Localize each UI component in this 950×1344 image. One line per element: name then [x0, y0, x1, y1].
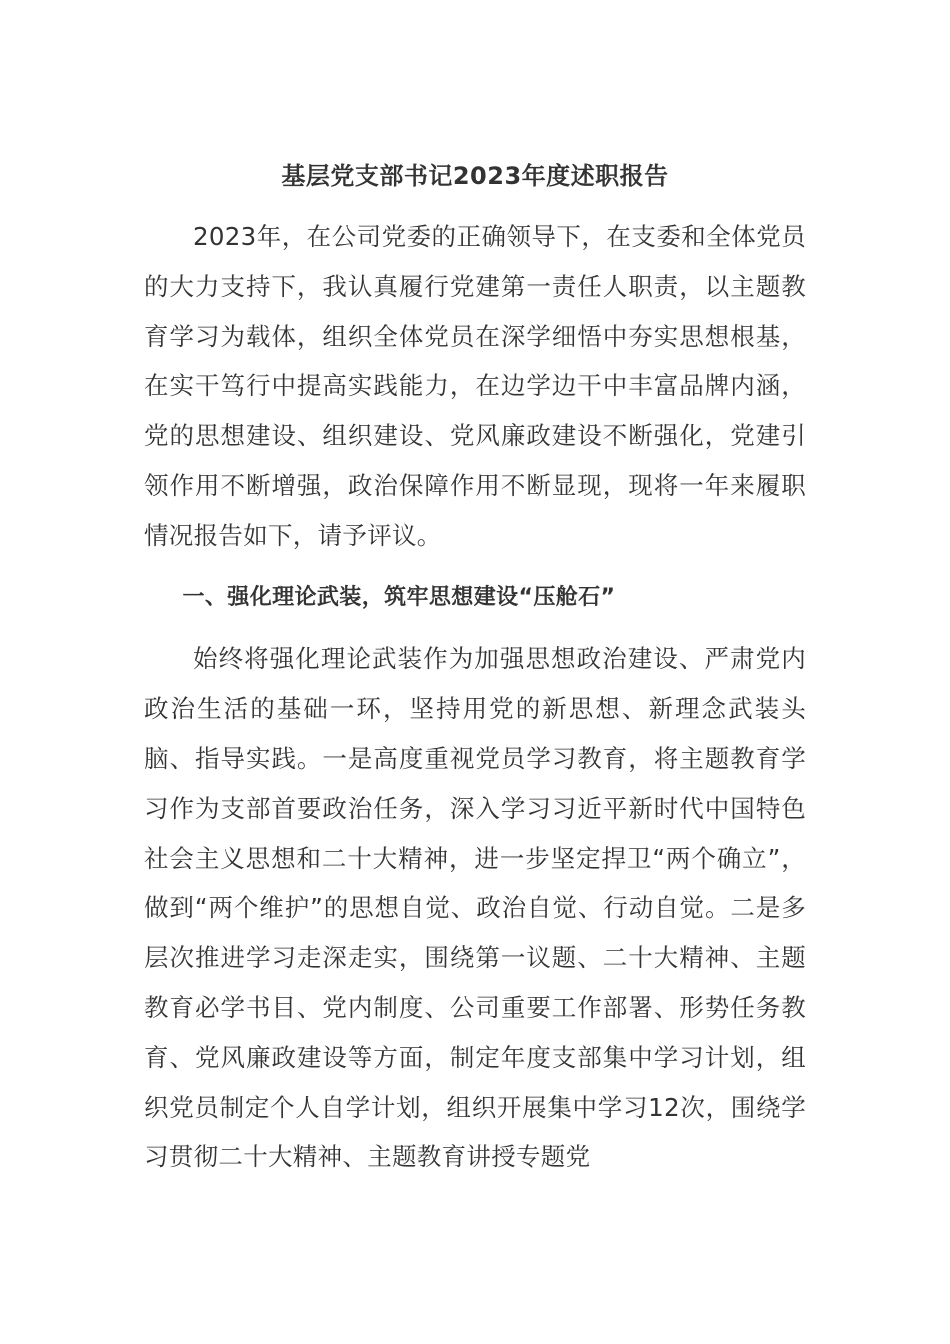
section-heading: 一、强化理论武装，筑牢思想建设“压舱石” [182, 584, 616, 610]
document-title: 基层党支部书记2023年度述职报告 [281, 162, 669, 190]
document-page [144, 150, 806, 1182]
intro-paragraph: 2023年，在公司党委的正确领导下，在支委和全体党员的大力支持下，我认真履行党建第一责任人职责，以主题教育学习为载体，组织全体党员在深学细悟中夯实思想根基，在实干笃行中提高实践能力，在边学边干中丰富品牌内涵，党的思想建设、组织建设、党风廉政建设不断强化，党建引领作用不断增强，政治保障作用不断显现，现将一年来履职情况报告如下，请予评议。 [144, 222, 806, 550]
section-paragraph: 始终将强化理论武装作为加强思想政治建设、严肃党内政治生活的基础一环，坚持用党的新思想、新理念武装头脑、指导实践。一是高度重视党员学习教育，将主题教育学习作为支部首要政治任务，深入学习习近平新时代中国特色社会主义思想和二十大精神，进一步坚定捍卫“两个确立”，做到“两个维护”的思想自觉、政治自觉、行动自觉。二是多层次推进学习走深走实，围绕第一议题、二十大精神、主题教育必学书目、党内制度、公司重要工作部署、形势任务教育、党风廉政建设等方面，制定年度支部集中学习计划，组织党员制定个人自学计划，组织开展集中学习12次，围绕学习贯彻二十大精神、主题教育讲授专题党 [144, 644, 806, 1172]
